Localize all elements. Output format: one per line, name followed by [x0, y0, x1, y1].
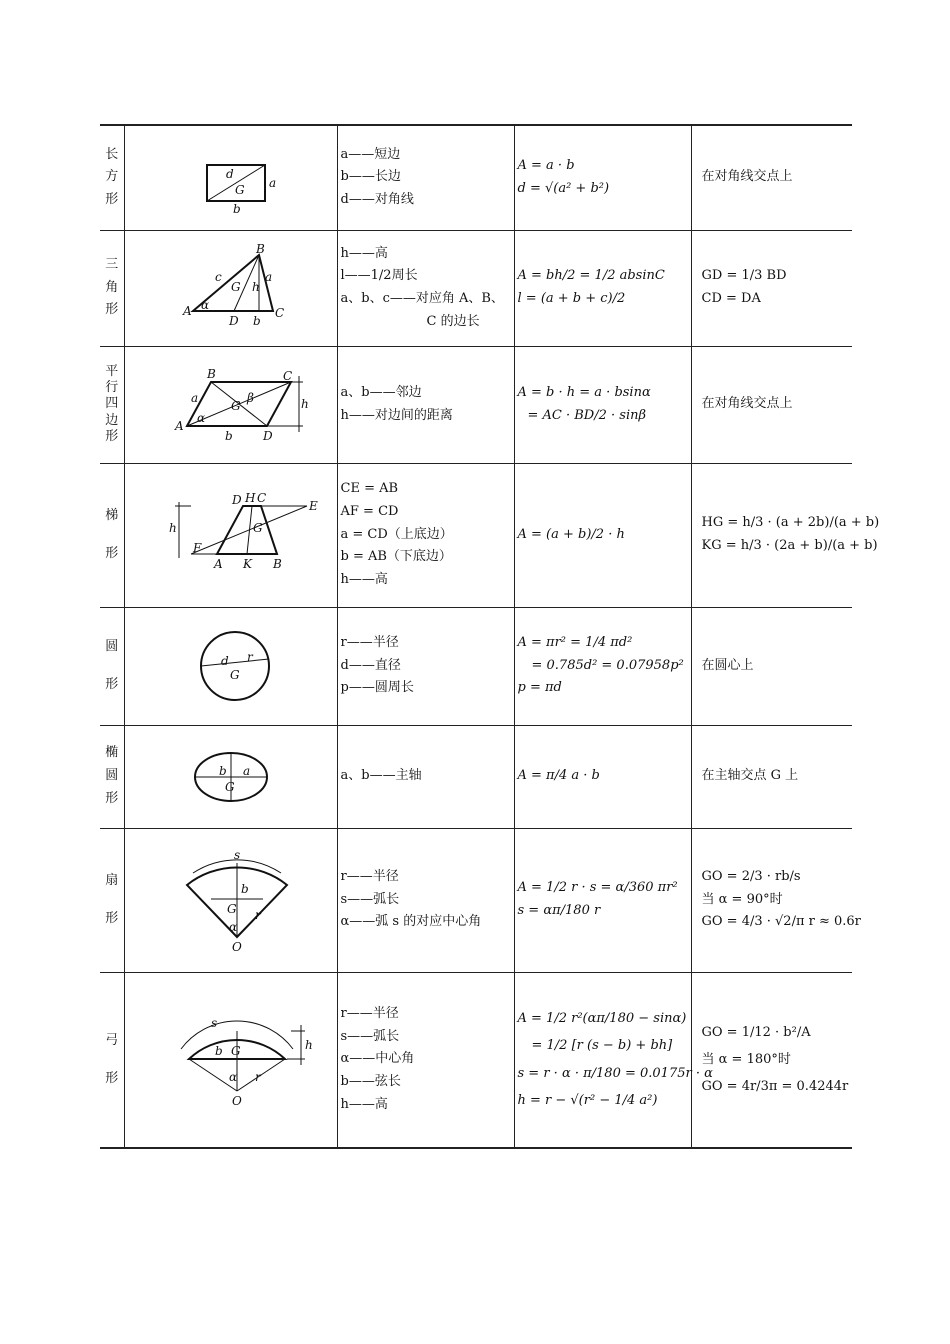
- var-line: b——弦长: [340, 1074, 401, 1090]
- var-line: p——圆周长: [340, 680, 414, 696]
- centroid-location: [691, 972, 852, 1148]
- svg-text:b: b: [224, 428, 233, 443]
- ellipse-figure: [124, 725, 337, 828]
- name-char: 形: [105, 428, 119, 444]
- var-line: l——1/2周长: [340, 268, 418, 284]
- svg-text:b: b: [232, 201, 241, 213]
- svg-text:G: G: [252, 521, 263, 535]
- svg-text:G: G: [230, 398, 241, 413]
- centroid-location: [691, 828, 861, 972]
- centroid-line: GD = 1/3 BD: [701, 268, 787, 284]
- centroid-line: HG = h/3 · (a + 2b)/(a + b): [701, 515, 880, 531]
- var-line: h——高: [340, 572, 388, 588]
- var-line: d——对角线: [340, 192, 414, 208]
- var-line: C 的边长: [426, 313, 480, 329]
- svg-text:a: a: [268, 175, 276, 190]
- var-line: h——高: [340, 245, 388, 261]
- name-char: 形: [105, 302, 119, 318]
- var-line: h——对边间的距离: [340, 407, 453, 423]
- name-char: 方: [105, 169, 119, 185]
- formula-line: = 0.785d² = 0.07958p²: [531, 657, 684, 673]
- triangle-figure: [124, 230, 337, 346]
- formula-line: s = r · α · π/180 = 0.0175r · α: [517, 1065, 713, 1081]
- variables: [337, 230, 514, 346]
- svg-text:r: r: [254, 1069, 261, 1084]
- svg-text:D: D: [228, 314, 239, 328]
- var-line: a、b——邻边: [340, 384, 422, 400]
- formulas: [514, 463, 691, 607]
- formulas: [514, 346, 691, 463]
- svg-text:h: h: [251, 280, 260, 294]
- name-char: 形: [105, 1070, 119, 1086]
- var-line: AF = CD: [340, 503, 399, 519]
- var-line: α——弧 s 的对应中心角: [340, 914, 482, 930]
- svg-text:G: G: [230, 280, 241, 294]
- formulas: [514, 230, 691, 346]
- svg-text:G: G: [226, 902, 237, 916]
- centroid-line: 当 α = 90°时: [701, 891, 783, 907]
- svg-text:r: r: [254, 908, 261, 922]
- name-char: 弓: [105, 1033, 119, 1049]
- name-char: 梯: [105, 508, 119, 524]
- rectangle-figure: [124, 125, 337, 230]
- svg-text:F: F: [192, 541, 201, 555]
- svg-text:C: C: [256, 491, 266, 505]
- name-char: 长: [105, 146, 119, 162]
- variables: [337, 346, 514, 463]
- svg-text:B: B: [255, 243, 265, 256]
- parallelogram-figure: [124, 346, 337, 463]
- svg-text:a: a: [190, 390, 198, 405]
- name-char: 扇: [105, 873, 119, 889]
- var-line: a = CD（上底边）: [340, 526, 453, 542]
- formula-line: d = √(a² + b²): [517, 180, 610, 196]
- table-row: [100, 828, 852, 972]
- shape-properties-table: [100, 124, 880, 1149]
- var-line: s——弧长: [340, 1028, 400, 1044]
- shape-name: [100, 125, 124, 230]
- formula-line: A = 1/2 r · s = α/360 πr²: [517, 880, 678, 896]
- sector-figure: [124, 828, 337, 972]
- table-row: [100, 463, 852, 607]
- svg-text:O: O: [231, 940, 242, 954]
- formulas: [514, 972, 713, 1148]
- centroid-location: [691, 346, 852, 463]
- var-line: CE = AB: [340, 481, 399, 497]
- var-line: d——直径: [340, 657, 401, 673]
- formula-line: A = 1/2 r²(απ/180 − sinα): [517, 1011, 687, 1027]
- centroid-line: 在对角线交点上: [701, 169, 793, 185]
- svg-text:D: D: [231, 493, 242, 507]
- formula-line: A = b · h = a · bsinα: [517, 384, 651, 400]
- svg-text:G: G: [224, 779, 235, 794]
- svg-text:α: α: [200, 298, 209, 312]
- svg-text:d: d: [225, 166, 234, 181]
- svg-text:B: B: [206, 366, 216, 381]
- svg-text:α: α: [196, 410, 205, 425]
- name-char: 形: [105, 911, 119, 926]
- shape-name: [100, 607, 124, 725]
- name-char: 形: [105, 790, 119, 806]
- var-line: s——弧长: [340, 891, 400, 907]
- centroid-location: [691, 125, 852, 230]
- variables: [337, 607, 514, 725]
- centroid-line: CD = DA: [701, 291, 761, 306]
- shape-name: [100, 463, 124, 607]
- formula-line: A = (a + b)/2 · h: [517, 526, 625, 542]
- svg-text:r: r: [246, 650, 253, 664]
- trapezoid-figure: [124, 463, 337, 607]
- centroid-line: 在圆心上: [701, 657, 754, 673]
- name-char: 四: [105, 396, 119, 412]
- centroid-line: 在对角线交点上: [701, 396, 793, 412]
- var-line: a——短边: [340, 146, 401, 162]
- svg-text:b: b: [218, 763, 227, 778]
- svg-text:A: A: [182, 304, 192, 318]
- svg-text:b: b: [240, 882, 249, 896]
- svg-text:G: G: [229, 668, 240, 682]
- table-row: [100, 725, 852, 828]
- table-row: [100, 346, 852, 463]
- formula-line: p = πd: [517, 680, 562, 696]
- var-line: a、b、c——对应角 A、B、: [340, 291, 504, 306]
- svg-text:α: α: [228, 920, 237, 934]
- centroid-location: [691, 463, 880, 607]
- centroid-location: [691, 230, 852, 346]
- formulas: [514, 607, 691, 725]
- name-char: 三: [105, 256, 119, 272]
- name-char: 行: [105, 380, 119, 396]
- svg-text:B: B: [272, 557, 282, 571]
- centroid-line: GO = 4r/3π = 0.4244r: [701, 1079, 849, 1095]
- name-char: 边: [105, 412, 119, 428]
- formula-line: h = r − √(r² − 1/4 a²): [517, 1093, 658, 1109]
- centroid-line: GO = 1/12 · b²/A: [701, 1024, 811, 1040]
- svg-text:G: G: [234, 182, 245, 197]
- svg-text:C: C: [274, 306, 284, 320]
- shape-name: [100, 972, 124, 1148]
- svg-text:β: β: [246, 390, 254, 405]
- centroid-location: [691, 607, 852, 725]
- var-line: α——中心角: [340, 1051, 415, 1067]
- svg-text:a: a: [264, 270, 272, 284]
- svg-text:K: K: [242, 557, 252, 571]
- table-row: [100, 607, 852, 725]
- name-char: 形: [105, 677, 119, 692]
- variables: [337, 972, 514, 1148]
- svg-text:d: d: [220, 654, 229, 668]
- formula-line: = AC · BD/2 · sinβ: [527, 407, 646, 423]
- formulas: [514, 125, 691, 230]
- centroid-line: KG = h/3 · (2a + b)/(a + b): [701, 538, 878, 553]
- name-char: 角: [105, 279, 119, 295]
- svg-text:E: E: [308, 499, 318, 513]
- variables: [337, 828, 514, 972]
- centroid-location: [691, 725, 852, 828]
- formula-line: l = (a + b + c)/2: [517, 291, 626, 306]
- var-line: r——半径: [340, 634, 399, 650]
- table-row: [100, 230, 852, 346]
- svg-text:h: h: [300, 396, 309, 411]
- name-char: 椭: [105, 745, 119, 761]
- svg-text:s: s: [210, 1015, 217, 1030]
- variables: [337, 463, 514, 607]
- name-char: 形: [105, 546, 119, 561]
- svg-text:G: G: [230, 1043, 241, 1058]
- table-row: [100, 972, 852, 1148]
- variables: [337, 725, 514, 828]
- name-char: 形: [105, 192, 119, 208]
- shape-name: [100, 725, 124, 828]
- svg-text:a: a: [242, 763, 250, 778]
- shape-name: [100, 346, 124, 463]
- svg-text:h: h: [304, 1037, 313, 1052]
- formula-line: A = a · b: [517, 158, 575, 173]
- shape-name: [100, 828, 124, 972]
- formulas: [514, 725, 691, 828]
- var-line: b = AB（下底边）: [340, 549, 452, 565]
- formula-line: A = π/4 a · b: [517, 768, 600, 784]
- formula-line: A = bh/2 = 1/2 absinC: [517, 268, 665, 284]
- formula-line: s = απ/180 r: [517, 903, 601, 918]
- svg-text:C: C: [282, 368, 292, 383]
- svg-text:b: b: [214, 1043, 223, 1058]
- svg-text:s: s: [233, 848, 240, 862]
- centroid-line: 在主轴交点 G 上: [701, 768, 799, 784]
- formula-line: = 1/2 [r (s − b) + bh]: [531, 1038, 673, 1054]
- var-line: b——长边: [340, 169, 401, 185]
- var-line: a、b——主轴: [340, 768, 422, 784]
- svg-text:D: D: [262, 428, 273, 443]
- centroid-line: 当 α = 180°时: [701, 1052, 791, 1068]
- svg-text:A: A: [213, 557, 223, 571]
- formula-line: A = πr² = 1/4 πd²: [517, 634, 633, 650]
- svg-text:b: b: [252, 314, 261, 328]
- svg-text:α: α: [228, 1069, 237, 1084]
- var-line: r——半径: [340, 1005, 399, 1021]
- svg-text:A: A: [174, 418, 184, 433]
- svg-text:h: h: [168, 521, 177, 535]
- svg-text:H: H: [244, 491, 255, 505]
- svg-text:c: c: [214, 270, 222, 284]
- formulas: [514, 828, 691, 972]
- var-line: h——高: [340, 1096, 388, 1112]
- name-char: 平: [105, 363, 119, 379]
- name-char: 圆: [105, 639, 119, 655]
- svg-text:O: O: [231, 1093, 242, 1108]
- table-row: [100, 125, 852, 230]
- shape-name: [100, 230, 124, 346]
- name-char: 圆: [105, 768, 119, 784]
- centroid-line: GO = 4/3 · √2/π r ≈ 0.6r: [701, 914, 861, 930]
- var-line: r——半径: [340, 868, 399, 884]
- variables: [337, 125, 514, 230]
- centroid-line: GO = 2/3 · rb/s: [701, 868, 801, 884]
- segment-figure: [124, 972, 337, 1148]
- circle-figure: [124, 607, 337, 725]
